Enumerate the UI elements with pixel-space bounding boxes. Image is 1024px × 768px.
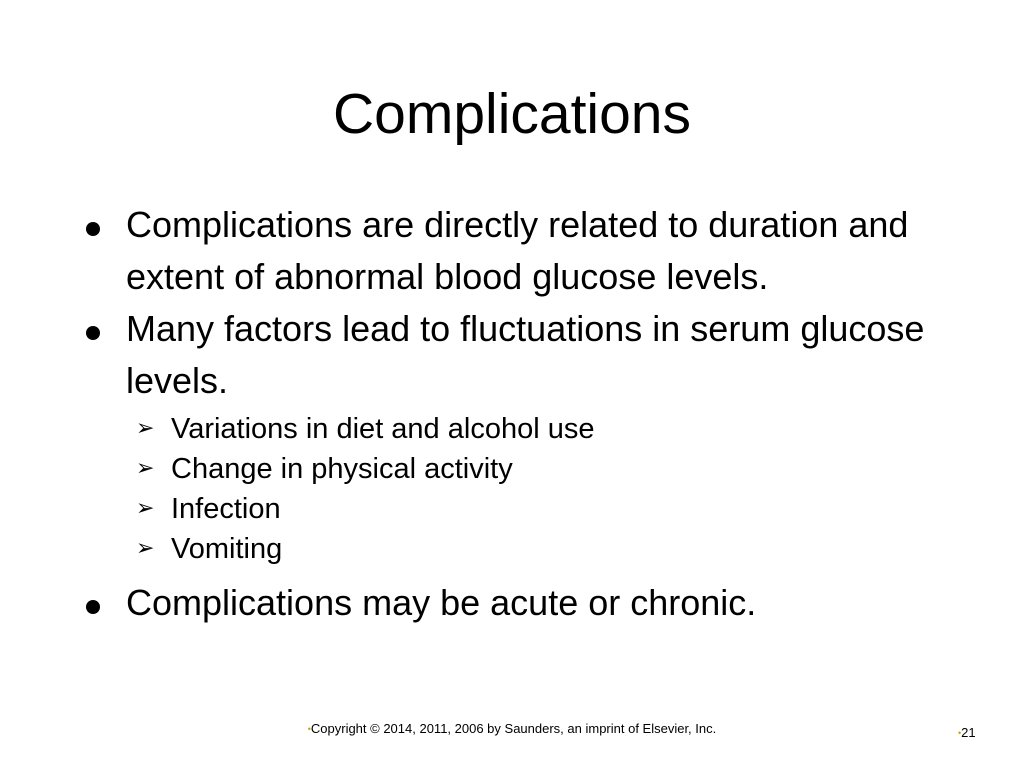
- bullet-item: [86, 577, 986, 629]
- subbullet-text: Infection: [171, 493, 281, 525]
- footer-marker-icon: •: [307, 724, 311, 734]
- page-number: [958, 724, 976, 742]
- bullet-item: [86, 303, 986, 569]
- bullet-item: [86, 199, 986, 303]
- arrow-bullet-icon: ➢: [136, 456, 155, 481]
- footer-copyright: [0, 720, 1024, 738]
- bullet-dot-icon: [86, 222, 100, 236]
- bullet-dot-icon: [86, 600, 100, 614]
- subbullet-text: Vomiting: [171, 533, 283, 565]
- bullet-dot-icon: [86, 326, 100, 340]
- subbullet-text: Change in physical activity: [171, 453, 513, 485]
- subbullet-item: [126, 449, 986, 489]
- slide-title: Complications: [333, 82, 691, 146]
- page-marker-icon: •: [958, 728, 962, 738]
- subbullet-item: [126, 409, 986, 449]
- arrow-bullet-icon: ➢: [136, 496, 155, 521]
- page-number-text: 21: [961, 725, 976, 740]
- bullet-text: Complications are directly related to duration and extent of abnormal blood glucose levels.: [126, 204, 909, 297]
- subbullet-text: Variations in diet and alcohol use: [171, 413, 595, 445]
- arrow-bullet-icon: ➢: [136, 536, 155, 561]
- arrow-bullet-icon: ➢: [136, 416, 155, 441]
- bullet-text: Many factors lead to fluctuations in serum glucose levels.: [126, 308, 925, 401]
- bullet-text: Complications may be acute or chronic.: [126, 582, 757, 623]
- subbullet-item: [126, 489, 986, 529]
- bullet-list: [86, 199, 986, 629]
- subbullet-list: [126, 409, 986, 569]
- subbullet-item: [126, 529, 986, 569]
- copyright-text: Copyright © 2014, 2011, 2006 by Saunders, an imprint of Elsevier, Inc.: [310, 721, 717, 736]
